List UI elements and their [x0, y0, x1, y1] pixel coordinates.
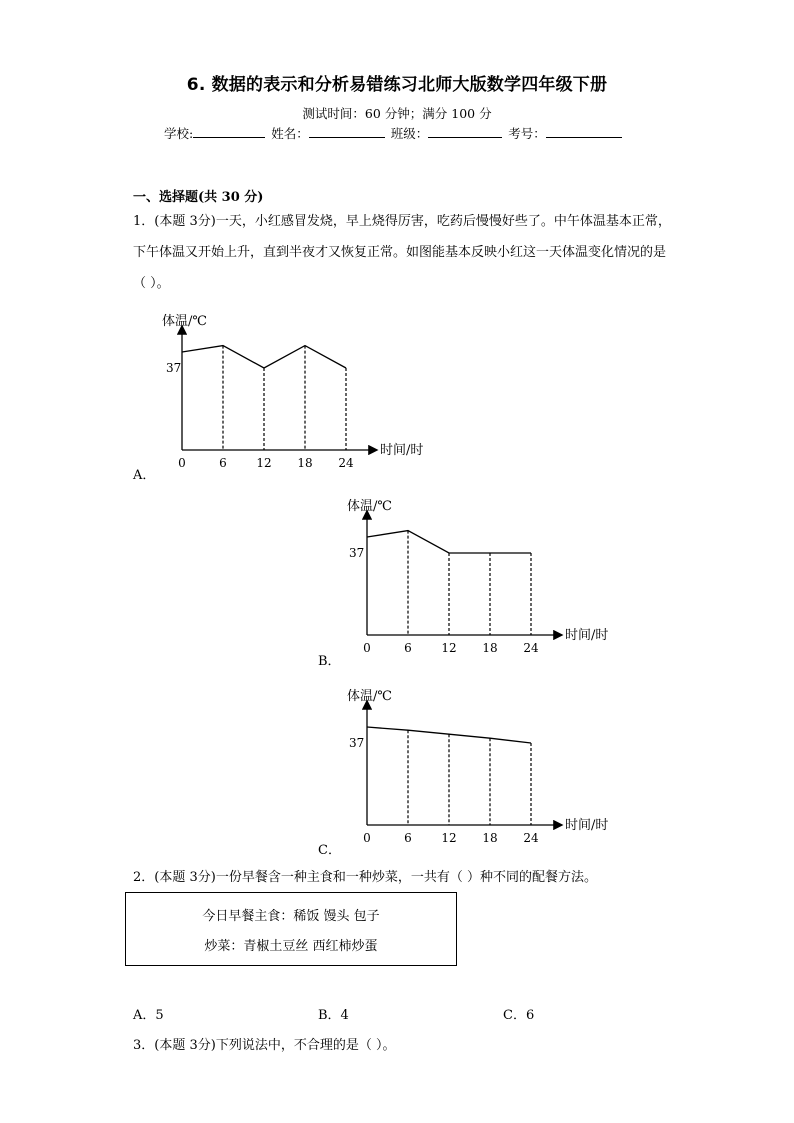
exam-info: 测试时间：60 分钟；满分 100 分	[302, 106, 492, 121]
chart-a-xlabel: 时间/时	[380, 443, 424, 458]
menu-box	[125, 892, 457, 966]
chart-c-xlabel: 时间/时	[565, 818, 609, 833]
chart-b-xlabel: 时间/时	[565, 628, 609, 643]
chart-b-x-tick: 12	[441, 641, 457, 655]
chart-c-x-tick: 12	[441, 831, 457, 845]
chart-a-x-tick: 6	[219, 456, 227, 470]
chart-b	[335, 490, 635, 655]
menu-staple-line: 今日早餐主食：稀饭 馒头 包子	[202, 909, 380, 924]
chart-c-ylabel: 体温/℃	[347, 689, 392, 704]
q2-option-a[interactable]: A．5	[133, 1008, 164, 1023]
section-heading: 一、选择题(共 30 分)	[133, 190, 264, 205]
option-b-label[interactable]: B．	[318, 654, 341, 669]
chart-a-ylabel: 体温/℃	[162, 314, 207, 329]
q2-option-c[interactable]: C．6	[503, 1008, 535, 1023]
class-field[interactable]	[428, 123, 502, 138]
chart-a-x-tick: 0	[178, 456, 186, 470]
class-label: 班级：	[390, 126, 429, 141]
chart-c-x-tick: 18	[482, 831, 498, 845]
exam-number-field[interactable]	[546, 123, 622, 138]
school-label: 学校:	[164, 126, 194, 141]
chart-c-x-tick: 24	[523, 831, 539, 845]
chart-b-ylabel: 体温/℃	[347, 499, 392, 514]
option-a-label[interactable]: A．	[133, 468, 156, 483]
q2-option-b[interactable]: B．4	[318, 1008, 349, 1023]
chart-b-x-tick: 0	[363, 641, 371, 655]
chart-b-x-tick: 18	[482, 641, 498, 655]
exam-number-label: 考号：	[508, 126, 546, 141]
page-title: 6. 数据的表示和分析易错练习北师大版数学四年级下册	[186, 75, 608, 95]
school-field[interactable]	[193, 123, 265, 138]
chart-a-x-tick: 18	[297, 456, 313, 470]
chart-c-y-tick: 37	[349, 736, 365, 750]
student-info-line	[164, 123, 624, 142]
chart-a-x-tick: 24	[338, 456, 354, 470]
menu-dish-line: 炒菜：青椒土豆丝 西红柿炒蛋	[204, 939, 378, 954]
chart-a	[150, 305, 450, 470]
option-c-label[interactable]: C．	[318, 843, 341, 858]
name-label: 姓名：	[271, 126, 309, 141]
chart-c-x-tick: 6	[404, 831, 412, 845]
chart-a-series-line	[182, 346, 346, 368]
question-2-text: 2．(本题 3分)一份早餐含一种主食和一种炒菜，一共有（ ）种不同的配餐方法。	[133, 870, 597, 885]
question-1-text: 1．(本题 3分)一天，小红感冒发烧，早上烧得厉害，吃药后慢慢好些了。中午体温基本正常，下午体温又开始上升，直到半夜才又恢复正常。如图能基本反映小红这一天体温变化情况的是（ ）。	[133, 214, 671, 291]
question-3-text: 3．(本题 3分)下列说法中，不合理的是（ ）。	[133, 1038, 396, 1053]
chart-c-x-tick: 0	[363, 831, 371, 845]
chart-b-x-tick: 24	[523, 641, 539, 655]
name-field[interactable]	[309, 123, 385, 138]
chart-b-series-line	[367, 531, 531, 553]
chart-a-x-tick: 12	[256, 456, 272, 470]
chart-b-y-tick: 37	[349, 546, 365, 560]
chart-b-x-tick: 6	[404, 641, 412, 655]
chart-c	[335, 680, 635, 845]
chart-a-y-tick: 37	[166, 361, 182, 375]
